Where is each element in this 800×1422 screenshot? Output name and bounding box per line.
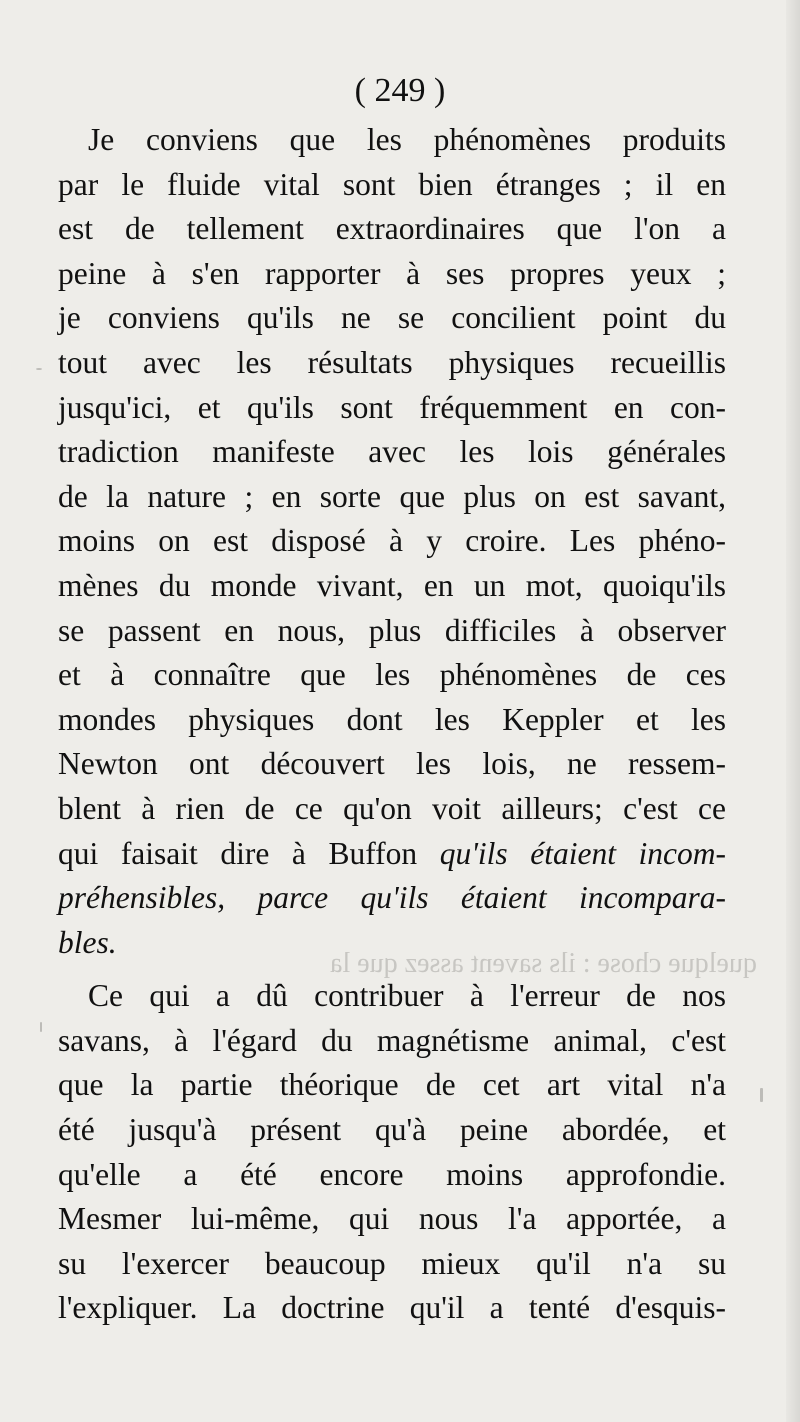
text-line: Ce qui a dû contribuer à l'erreur de nos [88,978,726,1014]
text-roman: qui faisait dire à Buffon [58,835,440,871]
text-line: mondes physiques dont les Keppler et les [58,701,726,737]
text-line: Newton ont découvert les lois, ne ressem- [58,746,726,782]
paper-speck [40,1022,42,1032]
text-line: se passent en nous, plus difficiles à observer [58,612,726,648]
text-italic-quote: préhensibles, parce qu'ils étaient incompara- [58,880,726,916]
text-line: savans, à l'égard du magnétisme animal, c'est [58,1022,726,1058]
text-line: tradiction manifeste avec les lois générales [58,434,726,470]
paper-speck [36,368,42,370]
page-edge-shadow [786,0,800,1422]
text-line: qu'elle a été encore moins approfondie. [58,1156,726,1192]
text-line: peine à s'en rapporter à ses propres yeux ; [58,255,726,291]
text-line: et à connaître que les phénomènes de ces [58,657,726,693]
text-line: su l'exercer beaucoup mieux qu'il n'a su [58,1245,726,1281]
text-line: été jusqu'à présent qu'à peine abordée, et [58,1112,726,1148]
text-line: est de tellement extraordinaires que l'on a [58,211,726,247]
text-line: de la nature ; en sorte que plus on est savant, [58,478,726,514]
body-text [58,118,726,1331]
text-line: Je conviens que les phénomènes produits [88,122,726,157]
text-line: je conviens qu'ils ne se concilient point du [58,300,726,336]
text-italic-quote: qu'ils étaient incom- [439,835,727,871]
text-line: mènes du monde vivant, en un mot, quoiqu'ils [58,567,726,603]
text-line: par le fluide vital sont bien étranges ; il en [58,166,726,202]
text-line: jusqu'ici, et qu'ils sont fréquemment en con- [58,389,726,425]
text-line: moins on est disposé à y croire. Les phéno- [58,523,726,559]
text-line: que la partie théorique de cet art vital n'a [58,1067,726,1103]
text-line: Mesmer lui-même, qui nous l'a apportée, a [58,1201,726,1237]
text-line: blent à rien de ce qu'on voit ailleurs; c'est ce [58,790,726,826]
text-line: l'expliquer. La doctrine qu'il a tenté d'esquis- [58,1290,726,1326]
text-line: tout avec les résultats physiques recueillis [58,344,726,380]
text-italic-quote: bles. [58,924,117,960]
show-through-text: quelque chose : ils savent assez que la [330,948,757,979]
paper-speck [760,1088,763,1102]
text-line-mixed [58,832,726,877]
page-number: ( 249 ) [354,72,446,109]
